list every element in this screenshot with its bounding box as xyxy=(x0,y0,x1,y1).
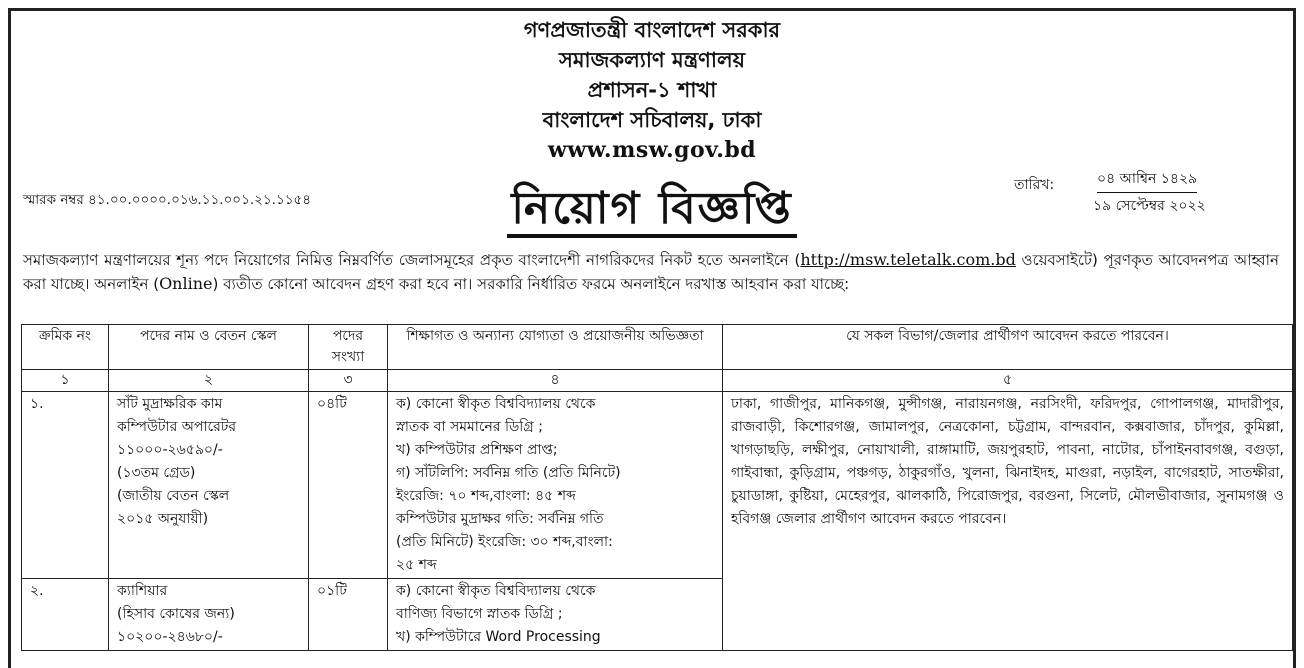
row-serial: ১. xyxy=(22,392,109,579)
memo-number: স্মারক নম্বর ৪১.০০.০০০০.০১৬.১১.০০১.২১.১১৫৪ xyxy=(23,192,311,208)
vacancy-table xyxy=(21,324,1293,651)
post-line: ১০২০০-২৪৬৮০/- xyxy=(117,629,223,645)
intro-paragraph xyxy=(23,248,1279,296)
post-line: ক্যাশিয়ার xyxy=(117,583,168,599)
notice-page xyxy=(8,8,1296,668)
post-line: ২০১৫ অনুযায়ী) xyxy=(117,511,209,527)
qualification-line: ২৫ শব্দ xyxy=(396,557,437,573)
row-post-count: ০১টি xyxy=(309,579,388,651)
qualification-line: গ) সাঁটলিপি: সর্বনিম্ন গতি (প্রতি মিনিটে) xyxy=(396,465,621,481)
header-qualification: শিক্ষাগত ও অন্যান্য যোগ্যতা ও প্রয়োজনীয় অভিজ্ঞতা xyxy=(388,325,723,370)
column-number: ৪ xyxy=(388,370,723,392)
date-bangla: ০৪ আশ্বিন ১৪২৯ xyxy=(1097,167,1197,193)
intro-text-3: ) ব্যতীত কোনো আবেদন গ্রহণ করা হবে না। সরকারি নির্ধারিত ফরমে অনলাইনে দরখাস্ত আহবান করা যাচ্ছে: xyxy=(212,275,850,293)
row-serial: ২. xyxy=(22,579,109,651)
date-english: ১৯ সেপ্টেম্বর ২০২২ xyxy=(1093,198,1206,214)
header-serial: ক্রমিক নং xyxy=(22,325,109,370)
qualification-line: বাণিজ্য বিভাগে স্নাতক ডিগ্রি ; xyxy=(396,606,563,622)
date-label: তারিখ: xyxy=(1014,177,1055,193)
post-line: ১১০০০-২৬৫৯০/- xyxy=(117,442,223,458)
post-line: সাঁট মুদ্রাক্ষরিক কাম xyxy=(117,396,223,412)
notice-title xyxy=(11,183,1293,235)
office-address: বাংলাদেশ সচিবালয়, ঢাকা xyxy=(542,108,762,132)
row-qualification xyxy=(388,579,723,651)
header-districts: যে সকল বিভাগ/জেলার প্রার্থীগণ আবেদন করতে পারবেন। xyxy=(723,325,1293,370)
government-name: গণপ্রজাতন্ত্রী বাংলাদেশ সরকার xyxy=(523,18,781,42)
table-row xyxy=(22,392,1293,579)
qualification-line: (প্রতি মিনিটে) ইংরেজি: ৩০ শব্দ,বাংলা: xyxy=(396,534,613,550)
column-number: ২ xyxy=(109,370,309,392)
column-number: ৫ xyxy=(723,370,1293,392)
row-qualification xyxy=(388,392,723,579)
row-post-name xyxy=(109,392,309,579)
header-post: পদের নাম ও বেতন স্কেল xyxy=(109,325,309,370)
ministry-name: সমাজকল্যাণ মন্ত্রণালয় xyxy=(559,48,745,72)
intro-online-word: Online xyxy=(159,274,213,293)
eligible-districts: ঢাকা, গাজীপুর, মানিকগঞ্জ, মুন্সীগঞ্জ, নারায়নগঞ্জ, নরসিংদী, ফরিদপুর, গোপালগঞ্জ, মাদারীপুর, রাজবাড়ী, কিশোরগঞ্জ, জামালপুর, নেত্রকোনা, চট্টগ্রাম, বান্দরবান, কক্সবাজার, চাঁদপুর, কুমিল্লা, খাগড়াছড়ি, লক্ষীপুর, নোয়াখালী, রাঙ্গামাটি, জয়পুরহাট, পাবনা, নাটোর, চাঁপাইনবাবগঞ্জ, বগুড়া, গাইবান্ধা, কুড়িগ্রাম, পঞ্চগড়, ঠাকুরগাঁও, খুলনা, ঝিনাইদহ, মাগুরা, নড়াইল, বাগেরহাট, সাতক্ষীরা, চুয়াডাঙ্গা, কুষ্টিয়া, মেহেরপুর, ঝালকাঠি, পিরোজপুর, বরগুনা, সিলেট, মৌলভীবাজার, সুনামগঞ্জ ও হবিগঞ্জ জেলার প্রার্থীগণ আবেদন করতে পারবেন। xyxy=(723,392,1293,651)
qualification-line: ক) কোনো স্বীকৃত বিশ্ববিদ্যালয় থেকে xyxy=(396,396,596,412)
row-post-name xyxy=(109,579,309,651)
column-number: ১ xyxy=(22,370,109,392)
table-header-row xyxy=(22,325,1293,370)
intro-text-2: ওয়েবসাইটে) পূরণকৃত আবেদনপত্র আহ্বান করা যাচ্ছে। অনলাইন ( xyxy=(23,251,1279,293)
qualification-line: ক) কোনো স্বীকৃত বিশ্ববিদ্যালয় থেকে xyxy=(396,583,596,599)
column-number: ৩ xyxy=(309,370,388,392)
qualification-line: স্নাতক বা সমমানের ডিগ্রি ; xyxy=(396,419,543,435)
letterhead xyxy=(11,15,1293,165)
row-post-count: ০৪টি xyxy=(309,392,388,579)
post-line: কম্পিউটার অপারেটর xyxy=(117,419,237,435)
qualification-line: খ) কম্পিউটার প্রশিক্ষণ প্রাপ্ত; xyxy=(396,442,558,458)
header-count: পদের সংখ্যা xyxy=(309,325,388,370)
ministry-website[interactable]: www.msw.gov.bd xyxy=(547,137,757,163)
teletalk-link[interactable]: http://msw.teletalk.com.bd xyxy=(800,250,1016,269)
intro-text-1: সমাজকল্যাণ মন্ত্রণালয়ের শূন্য পদে নিয়োগের নিমিত্ত নিম্নবর্ণিত জেলাসমূহের প্রকৃত বাংলাদেশী নাগরিকদের নিকট হতে অনলাইনে ( xyxy=(23,251,801,269)
qualification-line: ইংরেজি: ৭০ শব্দ,বাংলা: ৪৫ শব্দ xyxy=(396,488,576,504)
column-number-row xyxy=(22,370,1293,392)
post-line: (জাতীয় বেতন স্কেল xyxy=(117,488,230,504)
branch-name: প্রশাসন-১ শাখা xyxy=(587,78,717,102)
qualification-line: খ) কম্পিউটারে Word Processing xyxy=(396,629,601,645)
post-line: (১৩তম গ্রেড) xyxy=(117,465,196,481)
qualification-line: কম্পিউটার মুদ্রাক্ষর গতি: সর্বনিম্ন গতি xyxy=(396,511,604,527)
notice-title-text: নিয়োগ বিজ্ঞপ্তি xyxy=(507,183,796,238)
post-line: (হিসাব কোষের জন্য) xyxy=(117,606,235,622)
